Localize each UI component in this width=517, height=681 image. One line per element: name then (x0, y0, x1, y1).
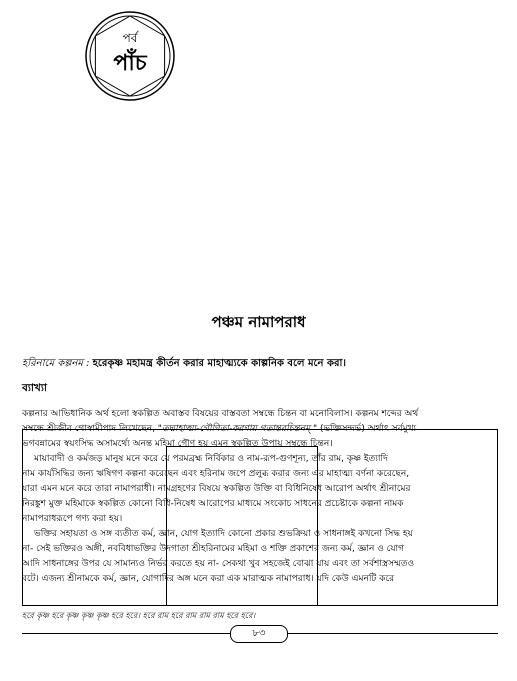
paragraph-line: আদি সাধনাঙ্গের উপর যে সামান্যও নির্ভর করতে হয় না- সেকথা খুব সহজেই বোঝা যায় এবং তা সর্বশাস্ত্রসম্মতও (22, 559, 415, 569)
footer-mantra: হরে কৃষ্ণ হরে কৃষ্ণ কৃষ্ণ কৃষ্ণ হরে হরে। হরে রাম হরে রাম রাম রাম হরে হরে। (22, 611, 256, 620)
paragraph-line: যারা এমন মনে করে তারা নামাপরাধী। নামগ্রহণের বিষয়ে স্বকল্পিত উক্তি বা বিধিনিষেধ আরোপ অর্থাৎ শ্রীনামের (22, 484, 411, 494)
paragraph-line: না- সেই ভক্তিরও অঙ্গী, নববিধাভক্তির উদগাতা শ্রীহরিনামের মহিমা ও শক্তি প্রকাশের জন্য কর্ম, জ্ঞান ও যোগ (22, 544, 405, 554)
explanation-heading: ব্যাখ্যা (22, 382, 47, 394)
chapter-title: পঞ্চম নামাপরাধ (211, 313, 306, 331)
paragraph-line: সম্বন্ধে শ্রীজীব গোস্বামীপাদ লিখেছেন, "তদ্মাহাত্ম্য-গৌণিতা-করণায় গতান্তরচিন্তনম্ " (ভক্তিসন্দর্ভ) অর্থাৎ সর্বমুখ্য (22, 424, 417, 434)
paragraph-line: ভগবন্নামের স্বয়ংসিদ্ধ অসামর্থ্যে অনন্ত মহিমা গৌণ হয় এমন স্বকল্পিত উপায় সম্বন্ধে চিন্তন। (22, 439, 333, 449)
quote-sanskrit: তদ্মাহাত্ম্য-গৌণিতা-করণায় গতান্তরচিন্তনম্ (161, 424, 311, 434)
paragraph-line: কল্পনার আভিধানিক অর্থ হলো স্বকল্পিত অবাস্তব বিষয়ের বাস্তবতা সম্বন্ধে চিন্তন বা মনোবিলাস। কল্পনম শব্দের অর্থ (22, 409, 419, 419)
paragraph-line: নামাপরাধরূপে গণ্য করা হয়। (22, 514, 123, 524)
parva-number: পাঁচ (113, 51, 147, 76)
paragraph-line: নিরঙ্কুশ মুক্ত মহিমাকে স্বকল্পিত কোনো বিধি-নিষেধ আরোপের মাধ্যমে সংকোচ সাধনের প্রচেষ্টাকে কল্পনা নামক (22, 499, 404, 509)
chapter-emblem (84, 10, 176, 102)
paragraph-line: বটে। এজন্য শ্রীনামকে কর্ম, জ্ঞান, যোগাদির অঙ্গ মনে করা এক মারাত্মক নামাপরাধ। যদি কেউ এমনটি করে (22, 574, 395, 584)
parva-label: পর্ব (122, 31, 138, 45)
offense-statement (22, 356, 346, 373)
page-number: ৮৩ (230, 625, 288, 643)
offense-text: হরেকৃষ্ণ মহামন্ত্র কীর্তন করার মাহাত্ম্যকে কাল্পনিক বলে মনে করা। (92, 358, 346, 369)
offense-label: হরিনামে কল্পনম : (22, 358, 90, 369)
body-text (22, 407, 498, 587)
paragraph-line: নাম কার্যসিদ্ধির জন্য ঋষিগণ কল্পনা করেছেন এবং হরিনাম জপে প্রলুব্ধ করার জন্য এর মাহাত্ম্য বর্ণনা করেছেন, (22, 469, 410, 479)
paragraph-line: ভক্তির সহায়তা ও সঙ্গ ব্যতীত কর্ম, জ্ঞান, যোগ ইত্যাদি কোনো প্রকার শুভক্রিয়া ও সাধনাঙ্গই কখনো সিদ্ধ হয় (34, 529, 413, 539)
paragraph-line: মায়াবাদী ও কর্মজড় মানুষ মনে করে যে পরমব্রহ্ম নির্বিকার ও নাম-রূপ-গুণশূন্য, তাঁর রাম, কৃষ্ণ ইত্যাদি (34, 454, 388, 464)
